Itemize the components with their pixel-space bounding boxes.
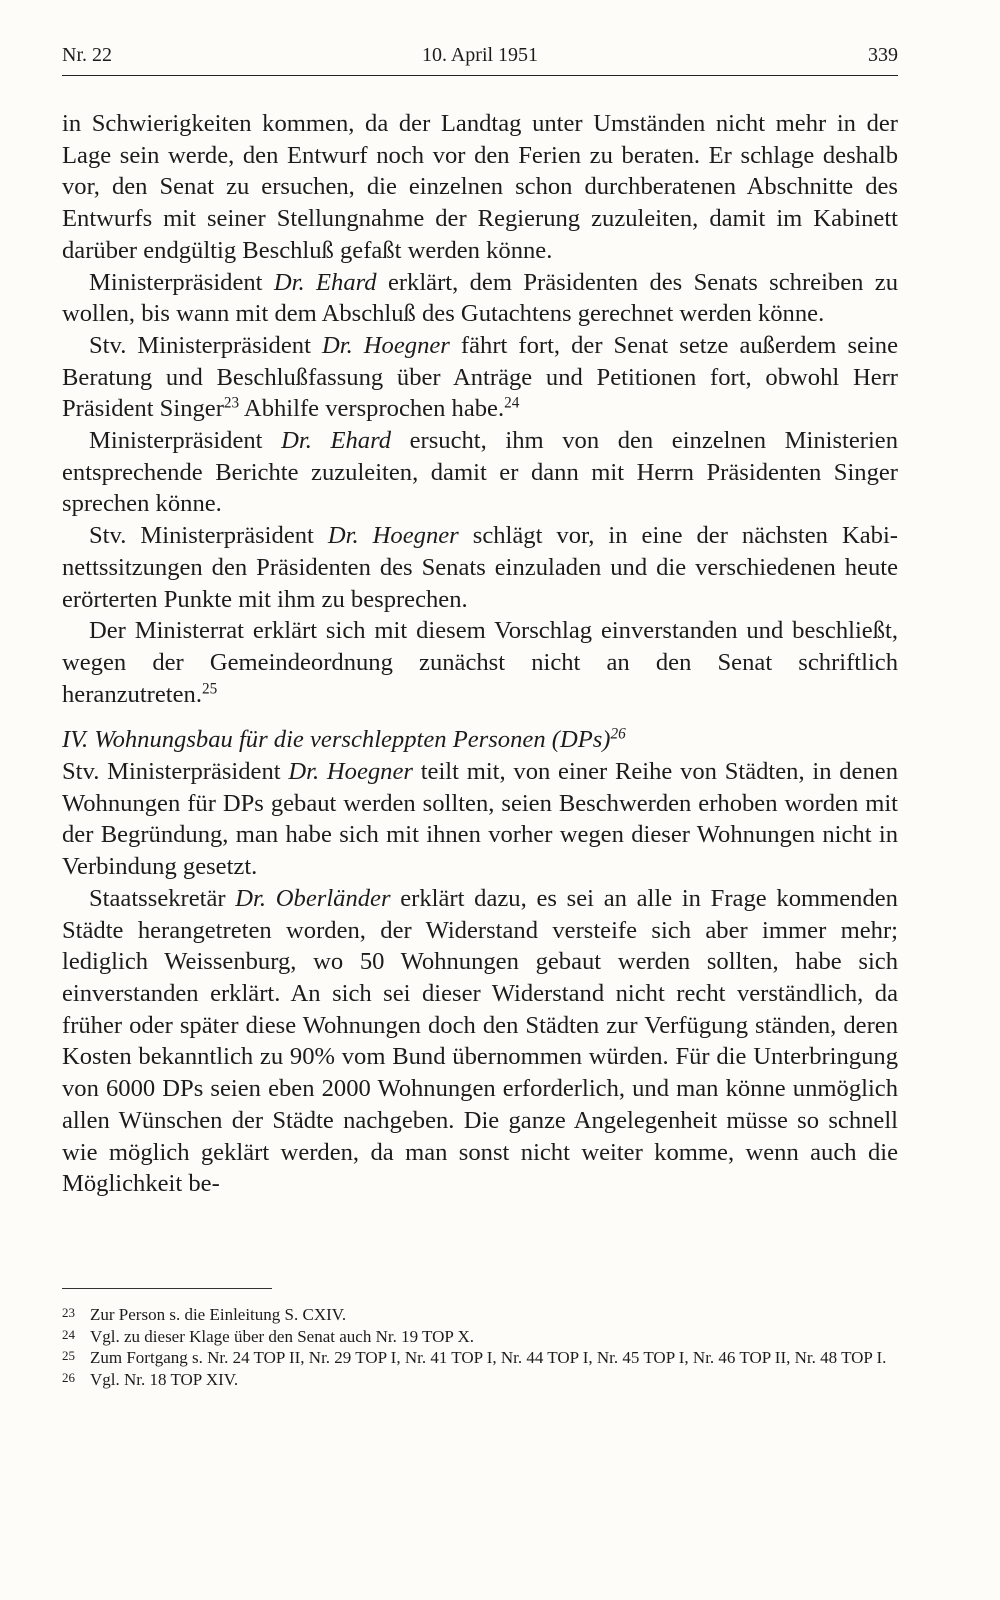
footnote <box>62 1369 898 1391</box>
footnote-number: 23 <box>62 1305 75 1320</box>
document-number: Nr. 22 <box>62 44 112 66</box>
paragraph-ehard-1 <box>62 267 898 330</box>
footnotes <box>62 1304 898 1390</box>
footnote-number: 26 <box>62 1369 75 1385</box>
footnote <box>62 1326 898 1348</box>
speaker-name: Hoegner <box>363 331 450 359</box>
paragraph-text: Abhilfe versprochen habe. <box>239 395 505 423</box>
footnote-text: Zur Person s. die Einleitung S. CXIV. <box>90 1305 347 1324</box>
paragraph-hoegner-3 <box>62 756 898 883</box>
speaker-role: Stv. Ministerpräsident <box>89 522 328 550</box>
speaker-name: Hoegner <box>372 522 459 550</box>
paragraph-ehard-2 <box>62 425 898 520</box>
speaker-role: Stv. Ministerpräsident <box>62 758 289 786</box>
footnote-text: Vgl. Nr. 18 TOP XIV. <box>90 1369 239 1389</box>
speaker-title: Dr. <box>321 331 353 359</box>
speaker-name: Ehard <box>316 268 377 296</box>
footnote-ref: 26 <box>610 725 626 743</box>
paragraph-continuation: in Schwierigkeiten kommen, da der Landtag unter Umständen nicht mehr in der Lage sein werde, den Entwurf noch vor den Ferien zu beraten. Er schlage deshalb vor, den Senat zu ersuchen, die einzelnen schon durchberatenen Abschnitte des Entwurfs mit seiner Stellungnahme der Regierung zuzuleiten, damit im Kabinett darüber endgültig Beschluß gefaßt werden könne. <box>62 110 898 264</box>
agenda-item-heading <box>62 724 898 756</box>
speaker-name: Ehard <box>330 427 392 455</box>
speaker-title: Dr. <box>235 884 267 912</box>
footnote-text: Vgl. zu dieser Klage über den Senat auch Nr. 19 TOP X. <box>90 1326 474 1346</box>
paragraph-text: ersucht, ihm von den einzelnen Ministerien entsprechende Berichte zuzuleiten, damit er dann mit Herrn Präsidenten Singer sprechen könne. <box>62 427 899 518</box>
heading-text: IV. Wohnungsbau für die verschleppten Personen (DPs) <box>62 726 611 754</box>
speaker-title: Dr. <box>273 268 305 296</box>
paragraph-text: erklärt, dem Präsidenten des Senats schreiben zu wollen, bis wann mit dem Abschluß des Gutachtens gerechnet werden könne. <box>62 268 898 328</box>
session-date: 10. April 1951 <box>421 44 539 66</box>
footnote-number: 24 <box>62 1326 75 1342</box>
footnote-rule <box>62 1288 272 1289</box>
speaker-title: Dr. <box>288 758 320 786</box>
footnote-ref: 23 <box>223 394 240 412</box>
running-header <box>62 44 898 78</box>
paragraph-hoegner-2 <box>62 520 898 615</box>
paragraph-text: erklärt dazu, es sei an alle in Frage kommenden Städte herangetreten worden, der Widerstand versteife sich aber immer mehr; lediglich Weissenburg, wo 50 Wohnungen gebaut werden sollten, habe sich einverstanden erklärt. An sich sei dieser Widerstand nicht recht verständlich, da früher oder später diese Wohnungen doch den Städten zur Verfügung ständen, deren Kosten bekanntlich zu 90% vom Bund übernommen würden. Für die Unterbringung von 6000 DPs seien eben 2000 Wohnungen erforderlich, und man könne unmöglich allen Wünschen der Städte nachgeben. Die ganze Angelegenheit müsse so schnell wie möglich geklärt werden, da man sonst nicht weiter komme, wenn auch die Möglichkeit be- <box>62 884 898 1198</box>
paragraph-text: schlägt vor, in eine der nächsten Kabinettssitzungen den Präsidenten des Senats einzuladen und die verschiedenen heute erörterten Punkte mit ihm zu besprechen. <box>62 522 898 613</box>
speaker-name: Hoegner <box>326 758 413 786</box>
main-text <box>62 108 898 1200</box>
footnote-number: 25 <box>62 1348 75 1363</box>
speaker-role: Ministerpräsident <box>89 427 282 455</box>
paragraph-ministerrat <box>62 615 898 710</box>
paragraph-text: Der Ministerrat erklärt sich mit diesem Vorschlag einverstanden und beschließt, wegen der Gemeindeordnung zunächst nicht an den Senat schriftlich heranzutreten. <box>62 617 898 708</box>
speaker-name: Oberländer <box>275 884 391 912</box>
footnote <box>62 1304 898 1326</box>
paragraph-hoegner-1 <box>62 330 898 425</box>
paragraph-text: fährt fort, der Senat setze außerdem seine Beratung und Beschlußfassung über Anträge und Petitionen fort, obwohl Herr Präsident Singer <box>62 331 898 423</box>
footnote-ref: 25 <box>201 680 218 698</box>
footnote-text: Zum Fortgang s. Nr. 24 TOP II, Nr. 29 TOP I, Nr. 41 TOP I, Nr. 44 TOP I, Nr. 45 TOP I, Nr. 46 TOP II, Nr. 48 TOP I. <box>90 1348 887 1367</box>
paragraph-oberlaender <box>62 883 898 1200</box>
speaker-role: Stv. Ministerpräsident <box>89 331 322 359</box>
footnote <box>62 1347 898 1369</box>
speaker-title: Dr. <box>327 522 359 550</box>
speaker-role: Ministerpräsident <box>89 268 274 296</box>
speaker-title: Dr. <box>281 427 312 455</box>
footnote-ref: 24 <box>504 394 520 412</box>
speaker-role: Staatssekretär <box>89 884 236 912</box>
page-number: 339 <box>868 44 898 66</box>
header-rule <box>62 75 898 76</box>
paragraph-text: teilt mit, von einer Reihe von Städten, in denen Wohnungen für DPs gebaut werden sollten, seien Beschwerden erhoben worden mit der Begründung, man habe sich mit ihnen vorher wegen dieser Wohnungen nicht in Verbindung gesetzt. <box>62 758 898 881</box>
